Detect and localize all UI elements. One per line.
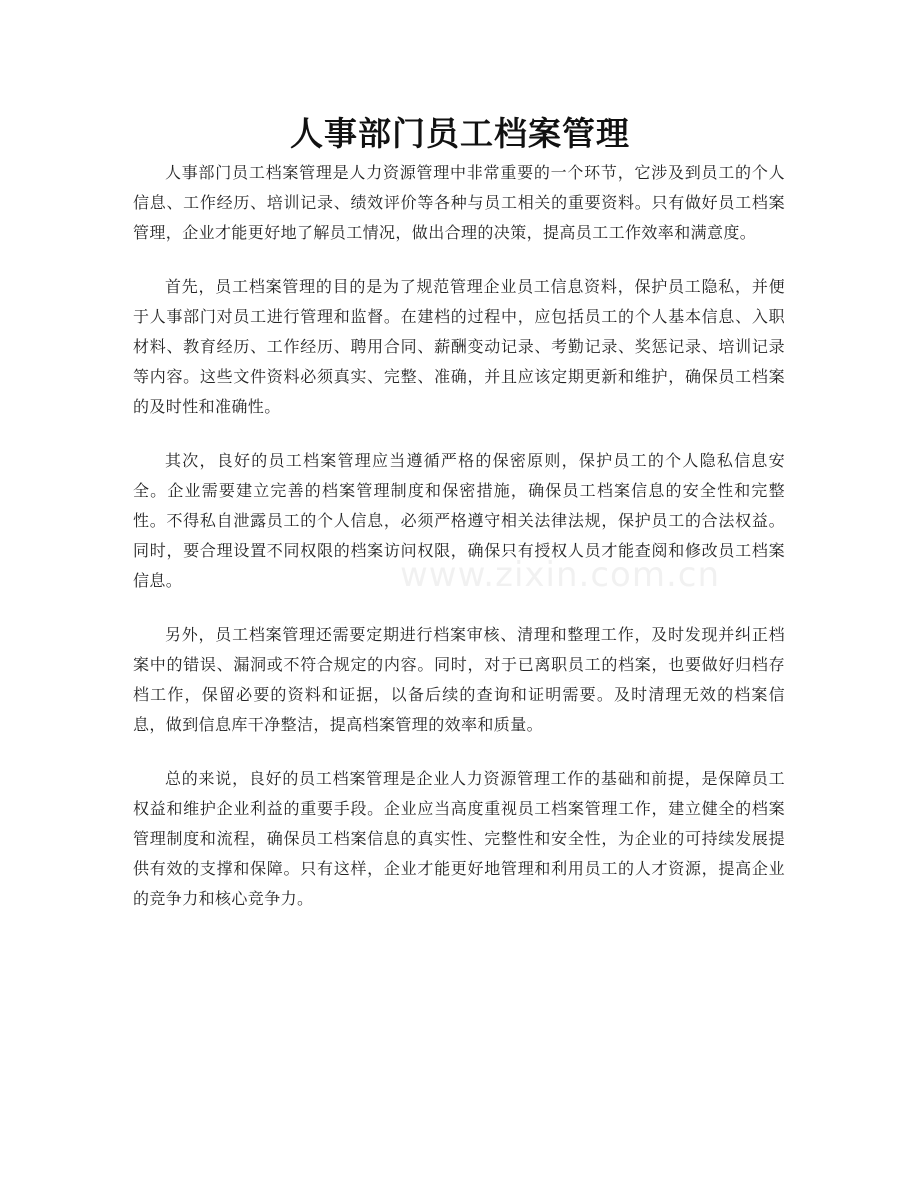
paragraph-3: 其次，良好的员工档案管理应当遵循严格的保密原则，保护员工的个人隐私信息安全。企业需要建立完善的档案管理制度和保密措施，确保员工档案信息的安全性和完整性。不得私自泄露员工的个人信息，必须严格遵守相关法律法规，保护员工的合法权益。同时，要合理设置不同权限的档案访问权限，确保只有授权人员才能查阅和修改员工档案信息。 [133,451,785,590]
paragraph-4: 另外，员工档案管理还需要定期进行档案审核、清理和整理工作，及时发现并纠正档案中的错误、漏洞或不符合规定的内容。同时，对于已离职员工的档案，也要做好归档存档工作，保留必要的资料和证据，以备后续的查询和证明需要。及时清理无效的档案信息，做到信息库干净整洁，提高档案管理的效率和质量。 [133,625,785,734]
paragraph-5: 总的来说，良好的员工档案管理是企业人力资源管理工作的基础和前提，是保障员工权益和维护企业利益的重要手段。企业应当高度重视员工档案管理工作，建立健全的档案管理制度和流程，确保员工档案信息的真实性、完整性和安全性，为企业的可持续发展提供有效的支撑和保障。只有这样，企业才能更好地管理和利用员工的人才资源，提高企业的竞争力和核心竞争力。 [133,769,785,908]
watermark: www.zixin.com.cn [400,555,720,595]
paragraph-2: 首先，员工档案管理的目的是为了规范管理企业员工信息资料，保护员工隐私，并便于人事部门对员工进行管理和监督。在建档的过程中，应包括员工的个人基本信息、入职材料、教育经历、工作经历、聘用合同、薪酬变动记录、考勤记录、奖惩记录、培训记录等内容。这些文件资料必须真实、完整、准确，并且应该定期更新和维护，确保员工档案的及时性和准确性。 [133,277,785,416]
document-title: 人事部门员工档案管理 [290,114,630,153]
paragraph-1: 人事部门员工档案管理是人力资源管理中非常重要的一个环节，它涉及到员工的个人信息、工作经历、培训记录、绩效评价等各种与员工相关的重要资料。只有做好员工档案管理，企业才能更好地了解员工情况，做出合理的决策，提高员工工作效率和满意度。 [133,163,785,242]
document-body [133,158,785,938]
